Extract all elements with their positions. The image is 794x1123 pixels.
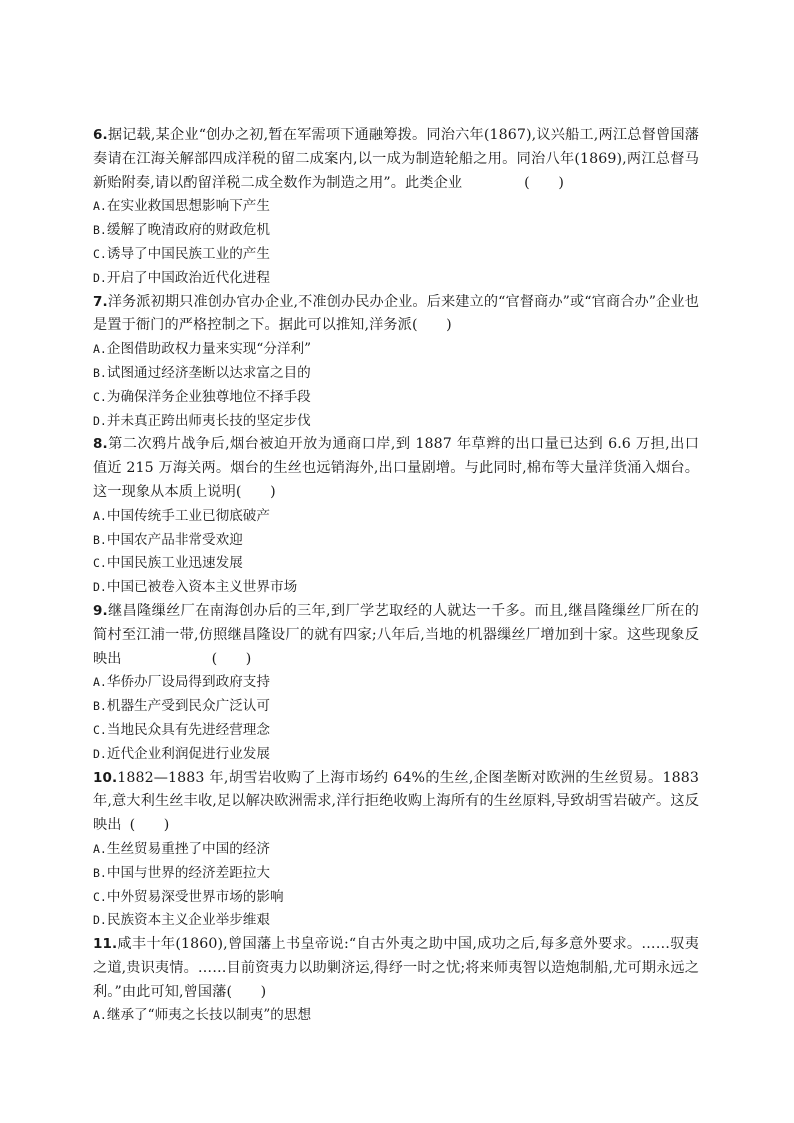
question-7 xyxy=(93,291,699,434)
question-stem xyxy=(93,933,699,1004)
option-text: 近代企业利润促进行业发展 xyxy=(106,745,270,762)
option-text: 在实业救国思想影响下产生 xyxy=(106,198,270,215)
question-text: 第二次鸦片战争后,烟台被迫开放为通商口岸,到 1887 年草辫的出口量已达到 6.6 万担,出口值近 215 万海关两。烟台的生丝也远销海外,出口量剧增。与此同时,棉布等大量洋货涌入烟台。这一现象从本质上说明 xyxy=(93,436,699,500)
option-letter: A. xyxy=(93,342,107,357)
question-8 xyxy=(93,433,699,600)
option-a xyxy=(93,338,699,362)
option-b xyxy=(93,695,699,719)
option-letter: C. xyxy=(93,389,107,404)
option-letter: C. xyxy=(93,246,107,261)
option-letter: A. xyxy=(93,841,107,856)
question-10 xyxy=(93,767,699,934)
question-stem xyxy=(93,767,699,838)
option-letter: D. xyxy=(93,746,107,761)
question-text: 咸丰十年(1860),曾国藩上书皇帝说:“自古外夷之助中国,成功之后,每多意外要求。……驭夷之道,贵识夷情。……目前资夷力以助剿济运,得纾一时之忧;将来师夷智以造炮制船,尤可期永远之利。”由此可知,曾国藩 xyxy=(93,936,699,1000)
option-letter: D. xyxy=(93,413,107,428)
option-text: 机器生产受到民众广泛认可 xyxy=(106,698,270,715)
question-6 xyxy=(93,124,699,291)
question-stem xyxy=(93,291,699,339)
option-b xyxy=(93,219,699,243)
question-number: 8. xyxy=(93,436,108,453)
question-number: 7. xyxy=(93,293,108,310)
option-d xyxy=(93,909,699,933)
option-a xyxy=(93,838,699,862)
option-d xyxy=(93,267,699,291)
option-d xyxy=(93,743,699,767)
option-text: 华侨办厂设局得到政府支持 xyxy=(106,674,270,691)
option-a xyxy=(93,195,699,219)
option-a xyxy=(93,505,699,529)
answer-blank: ( ) xyxy=(524,174,565,191)
option-c xyxy=(93,886,699,910)
option-letter: B. xyxy=(93,532,107,547)
option-text: 诱导了中国民族工业的产生 xyxy=(106,245,270,262)
option-letter: D. xyxy=(93,580,107,595)
option-text: 中国农产品非常受欢迎 xyxy=(106,531,243,548)
option-letter: B. xyxy=(93,865,107,880)
answer-blank: ( ) xyxy=(226,983,267,1000)
option-text: 中国民族工业迅速发展 xyxy=(106,555,243,572)
option-b xyxy=(93,862,699,886)
option-b xyxy=(93,529,699,553)
option-letter: A. xyxy=(93,1008,107,1023)
option-letter: C. xyxy=(93,722,107,737)
option-d xyxy=(93,410,699,434)
question-number: 10. xyxy=(93,769,118,786)
option-text: 企图借助政权力量来实现“分洋利” xyxy=(106,341,312,358)
answer-blank: ( ) xyxy=(411,317,452,334)
option-c xyxy=(93,552,699,576)
option-letter: B. xyxy=(93,223,107,238)
question-text: 据记载,某企业“创办之初,暂在军需项下通融筹拨。同治六年(1867),议兴船工,两江总督曾国藩奏请在江海关解部四成洋税的留二成案内,以一成为制造轮船之用。同治八年(1869),两江总督马新贻附奏,请以酌留洋税二成全数作为制造之用”。此类企业 xyxy=(93,127,699,191)
option-letter: D. xyxy=(93,270,107,285)
option-text: 试图通过经济垄断以达求富之目的 xyxy=(106,364,311,381)
option-letter: B. xyxy=(93,365,107,380)
option-text: 中外贸易深受世界市场的影响 xyxy=(106,888,284,905)
question-9 xyxy=(93,600,699,767)
question-number: 11. xyxy=(93,936,118,953)
answer-blank: ( ) xyxy=(211,650,252,667)
option-text: 中国传统手工业已彻底破产 xyxy=(106,507,270,524)
question-11 xyxy=(93,933,699,1028)
option-letter: A. xyxy=(93,199,107,214)
option-c xyxy=(93,719,699,743)
question-number: 9. xyxy=(93,602,108,619)
option-text: 当地民众具有先进经营理念 xyxy=(106,721,270,738)
option-text: 中国已被卷入资本主义世界市场 xyxy=(106,579,298,596)
question-text: 继昌隆缫丝厂在南海创办后的三年,到厂学艺取经的人就达一千多。而且,继昌隆缫丝厂所在的简村至江浦一带,仿照继昌隆设厂的就有四家;八年后,当地的机器缫丝厂增加到十家。这些现象反映出 xyxy=(93,602,699,667)
option-b xyxy=(93,362,699,386)
question-text: 洋务派初期只准创办官办企业,不准创办民办企业。后来建立的“官督商办”或“官商合办”企业也是置于衙门的严格控制之下。据此可以推知,洋务派 xyxy=(93,293,699,334)
answer-blank: ( ) xyxy=(235,483,276,500)
question-stem xyxy=(93,433,699,504)
option-text: 缓解了晚清政府的财政危机 xyxy=(106,222,270,239)
question-stem xyxy=(93,124,699,195)
option-a xyxy=(93,1004,699,1028)
option-letter: C. xyxy=(93,889,107,904)
option-text: 并未真正跨出师夷长技的坚定步伐 xyxy=(106,412,311,429)
option-letter: A. xyxy=(93,675,107,690)
option-d xyxy=(93,576,699,600)
question-stem xyxy=(93,600,699,671)
option-text: 继承了“师夷之长技以制夷”的思想 xyxy=(106,1007,312,1024)
option-a xyxy=(93,671,699,695)
option-letter: D. xyxy=(93,913,107,928)
answer-blank: ( ) xyxy=(129,817,170,834)
option-text: 民族资本主义企业举步维艰 xyxy=(106,912,270,929)
option-c xyxy=(93,386,699,410)
option-letter: C. xyxy=(93,556,107,571)
option-letter: A. xyxy=(93,508,107,523)
option-text: 开启了中国政治近代化进程 xyxy=(106,269,270,286)
option-text: 为确保洋务企业独尊地位不择手段 xyxy=(106,388,311,405)
question-number: 6. xyxy=(93,127,108,143)
option-letter: B. xyxy=(93,699,107,714)
option-text: 中国与世界的经济差距拉大 xyxy=(106,864,270,881)
option-c xyxy=(93,243,699,267)
option-text: 生丝贸易重挫了中国的经济 xyxy=(106,840,270,857)
exam-page xyxy=(93,124,699,1028)
question-text: 1882—1883 年,胡雪岩收购了上海市场约 64%的生丝,企图垄断对欧洲的生丝贸易。1883 年,意大利生丝丰收,足以解决欧洲需求,洋行拒绝收购上海所有的生丝原料,导致胡雪岩破产。这反映出 xyxy=(93,769,699,834)
